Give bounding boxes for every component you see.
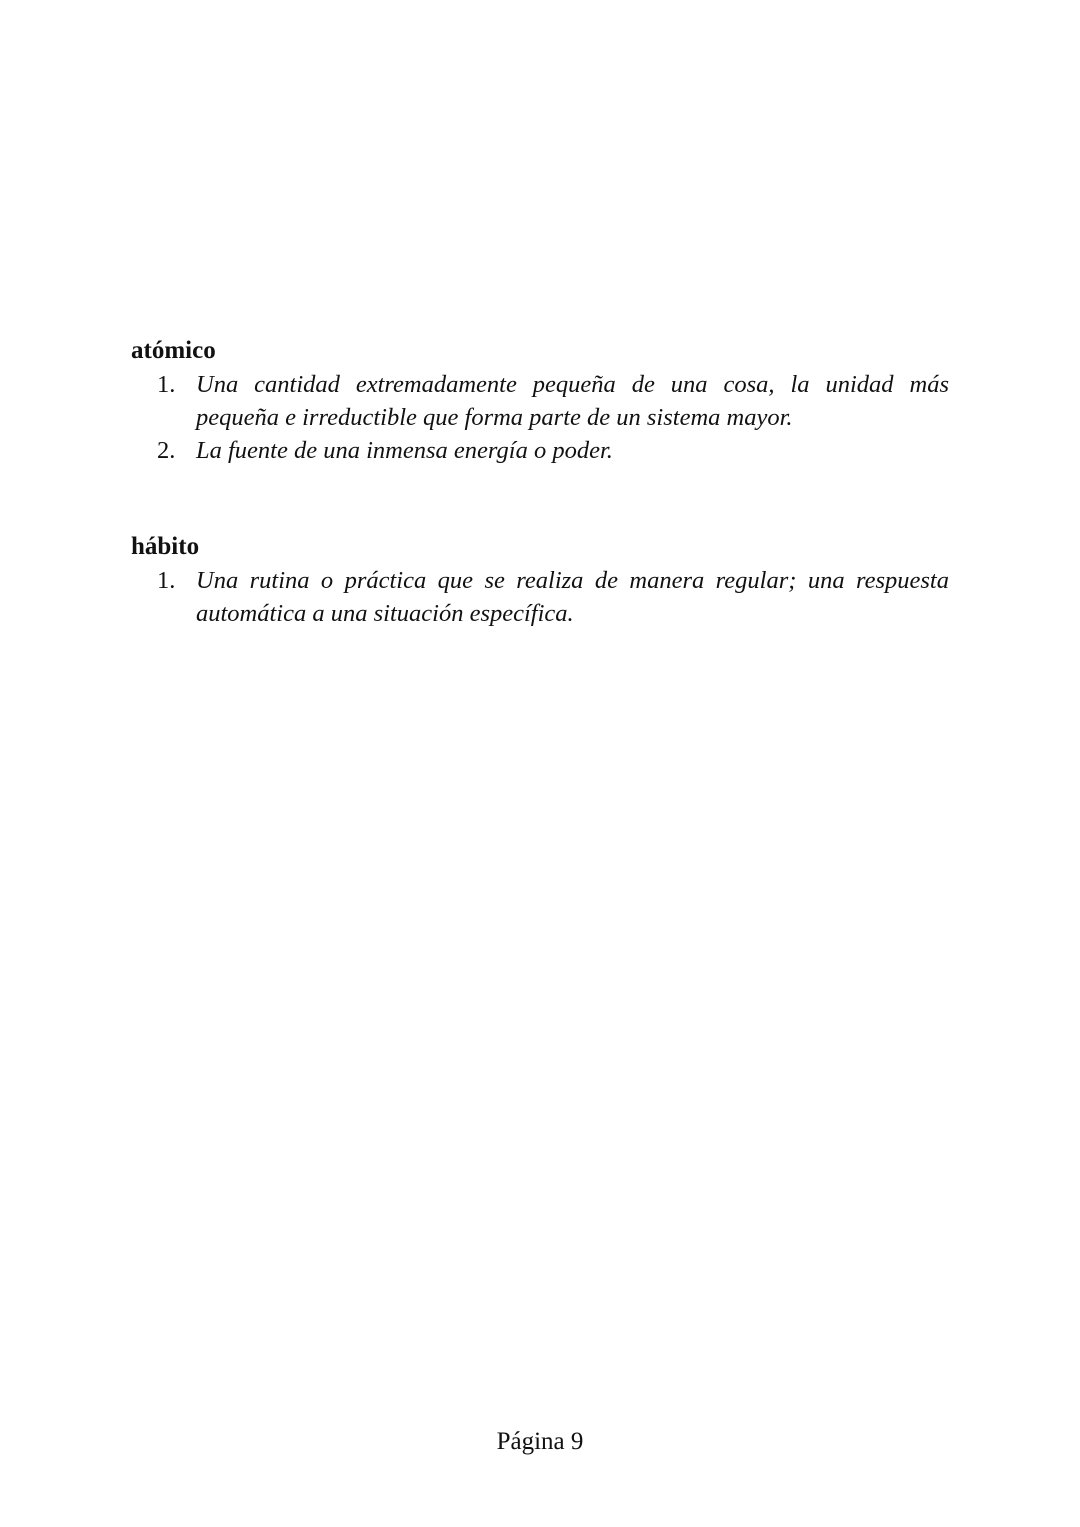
definition-item <box>131 434 949 467</box>
page-number: Página 9 <box>496 1428 584 1455</box>
definition-list <box>131 368 949 467</box>
entry-term: hábito <box>131 533 200 560</box>
definition-number: 2. <box>157 437 176 464</box>
definition-number: 1. <box>157 567 176 594</box>
glossary-entry <box>131 532 949 630</box>
definition-text: Una rutina o práctica que se realiza de manera regular; una respuesta automática a una situación específica. <box>196 567 949 627</box>
definition-text: Una cantidad extremadamente pequeña de una cosa, la unidad más pequeña e irreductible que forma parte de un sistema mayor. <box>196 371 949 431</box>
glossary-entry <box>131 336 949 467</box>
definition-list <box>131 564 949 630</box>
entry-term: atómico <box>131 337 216 364</box>
definition-number: 1. <box>157 371 176 398</box>
definition-item <box>131 564 949 630</box>
definition-text: La fuente de una inmensa energía o poder. <box>196 437 613 464</box>
definition-item <box>131 368 949 434</box>
